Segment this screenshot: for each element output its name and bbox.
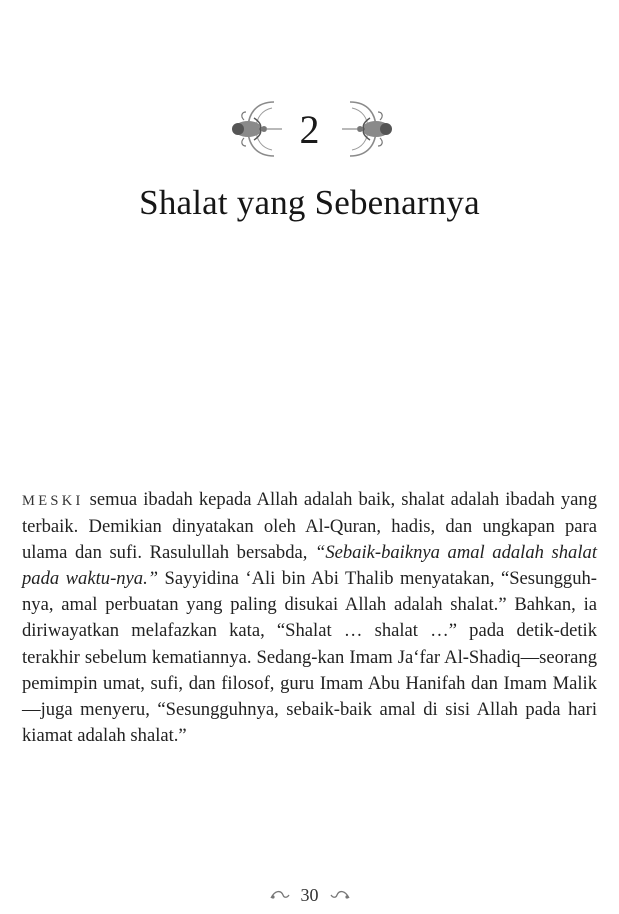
lead-word: MESKI xyxy=(22,493,84,509)
chapter-number: 2 xyxy=(299,107,320,152)
page-number: 30 xyxy=(300,885,319,905)
chapter-title: Shalat yang Sebenarnya xyxy=(139,183,480,222)
hadith-quote: “Sebaik-baiknya amal adalah shalat pada waktu-nya.” xyxy=(22,542,597,590)
chapter-heading xyxy=(0,98,619,162)
floral-scroll-icon xyxy=(338,98,398,160)
body-text xyxy=(22,487,597,749)
body-segment-1: semua ibadah kepada Allah adalah baik, shalat adalah ibadah yang terbaik. Demikian dinyatakan oleh Al-Quran, hadis, dan ungkapan para ulama dan sufi. Rasulullah bersabda, xyxy=(22,489,597,564)
body-paragraph xyxy=(22,487,597,749)
page-footer xyxy=(0,884,619,914)
body-segment-2: Sayyidina ‘Ali bin Abi Thalib menyatakan, “Sesungguh-nya, amal perbuatan yang paling disukai Allah adalah shalat.” Bahkan, ia diriwayatkan melafazkan kata, “Shalat … shalat …” pada detik-detik terakhir sebelum kematiannya. Sedang-kan Imam Ja‘far Al-Shadiq—seorang pemimpin umat, sufi, dan filosof, guru Imam Abu Hanifah dan Imam Malik—juga menyeru, “Sesungguhnya, sebaik-baik amal di sisi Allah pada hari kiamat adalah shalat.” xyxy=(22,568,597,746)
